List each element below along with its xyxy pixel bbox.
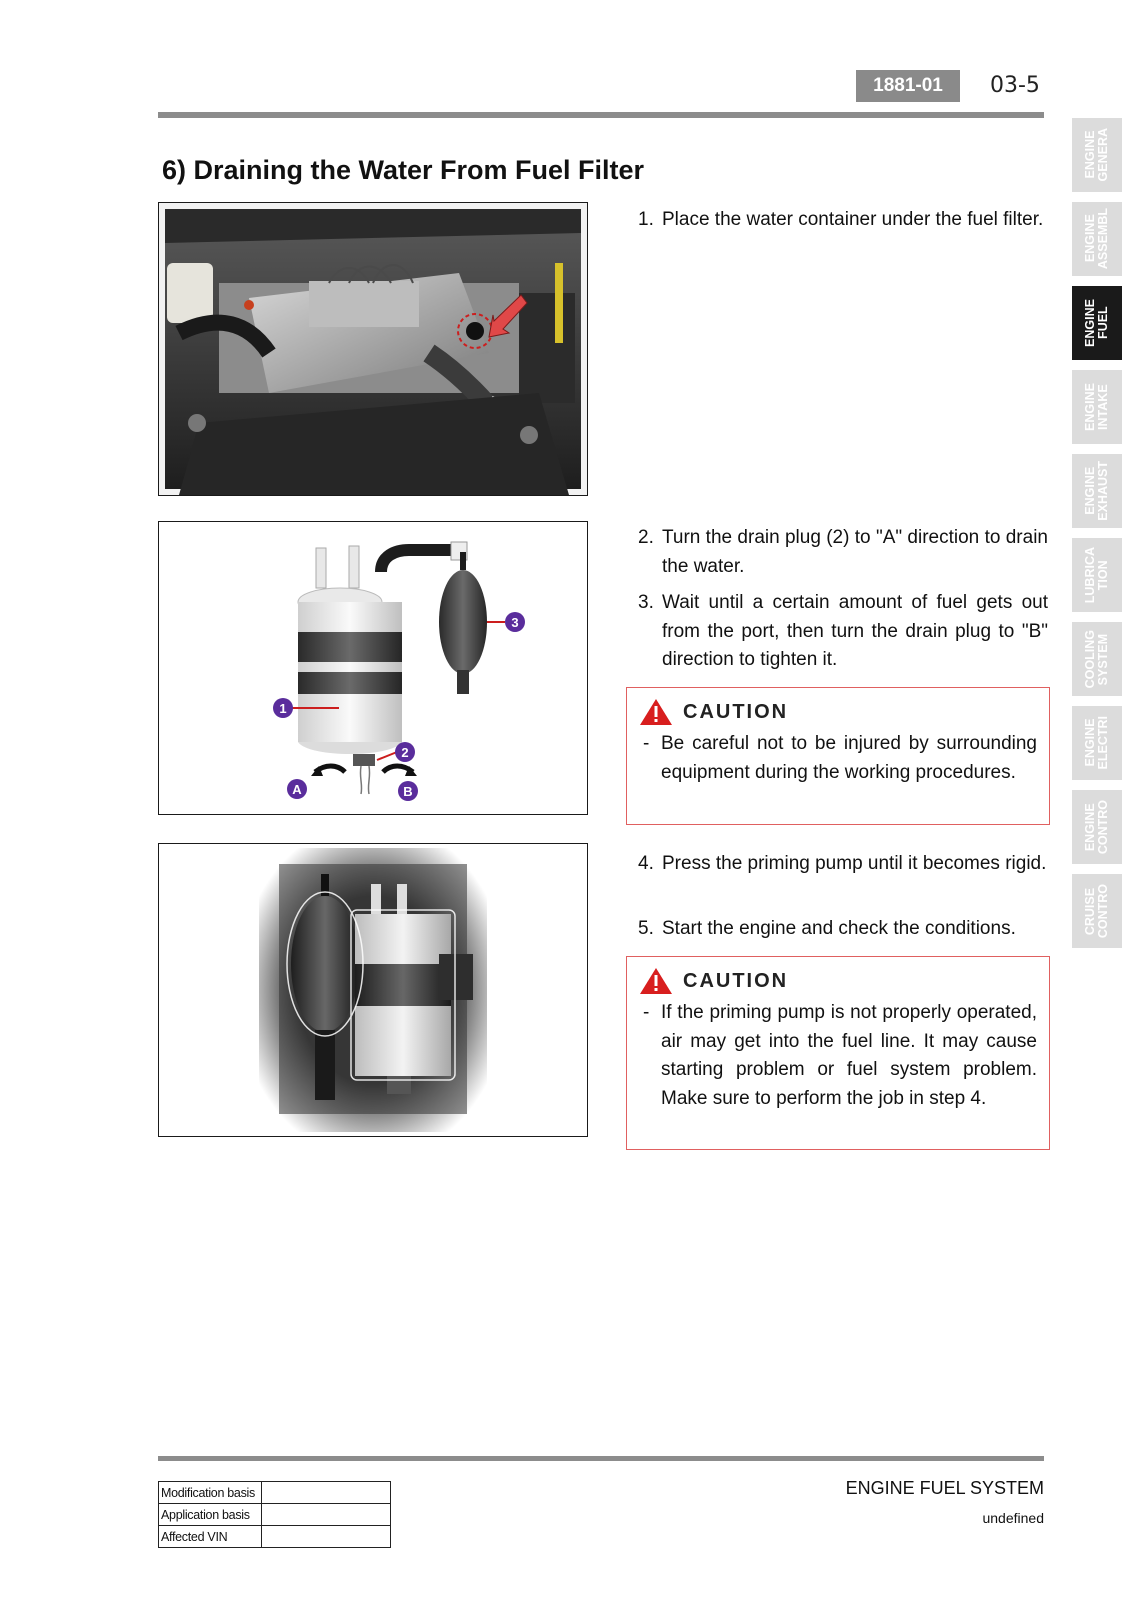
- header-rule: [158, 112, 1044, 118]
- tab-engine-intake[interactable]: ENGINE INTAKE: [1072, 370, 1122, 444]
- callout-b: B: [403, 784, 413, 799]
- caution-text: Be careful not to be injured by surrounding equipment during the working procedures.: [661, 733, 1037, 783]
- document-code-badge: 1881-01: [856, 70, 960, 102]
- tab-engine-general[interactable]: ENGINE GENERA: [1072, 118, 1122, 192]
- caution-box-2: CAUTION - If the priming pump is not properly operated, air may get into the fuel line. It may cause starting problem or fuel system problem. Make sure to perform the job in step 4.: [626, 956, 1050, 1150]
- caution-title: CAUTION: [683, 969, 789, 992]
- tab-engine-control[interactable]: ENGINE CONTRO: [1072, 790, 1122, 864]
- tab-engine-fuel[interactable]: ENGINE FUEL: [1072, 286, 1122, 360]
- table-row: Application basis: [159, 1504, 391, 1526]
- table-row: Affected VIN: [159, 1526, 391, 1548]
- tab-lubrication[interactable]: LUBRICA TION: [1072, 538, 1122, 612]
- footer-title: ENGINE FUEL SYSTEM: [845, 1478, 1044, 1498]
- caution-box-1: CAUTION - Be careful not to be injured by surrounding equipment during the working procedures.: [626, 687, 1050, 825]
- priming-pump-photo: [158, 843, 588, 1137]
- tab-cooling-system[interactable]: COOLING SYSTEM: [1072, 622, 1122, 696]
- caution-text: If the priming pump is not properly operated, air may get into the fuel line. It may cause starting problem or fuel system problem. Make sure to perform the job in step 4.: [661, 1002, 1037, 1109]
- engine-bay-photo: [158, 202, 588, 496]
- priming-pump-illustration: [159, 844, 587, 1136]
- tab-engine-assembly[interactable]: ENGINE ASSEMBL: [1072, 202, 1122, 276]
- section-title: 6) Draining the Water From Fuel Filter: [162, 155, 645, 185]
- tab-engine-electrical[interactable]: ENGINE ELECTRI: [1072, 706, 1122, 780]
- page-number: 03-5: [990, 73, 1040, 98]
- footer-subtitle: undefined: [982, 1510, 1044, 1526]
- fuel-filter-illustration: [159, 522, 587, 814]
- tab-engine-exhaust[interactable]: ENGINE EXHAUST: [1072, 454, 1122, 528]
- callout-a: A: [292, 782, 302, 797]
- fuel-filter-diagram: [158, 521, 588, 815]
- step-5: 5. Start the engine and check the conditions.: [638, 918, 1016, 939]
- step-1: 1. Place the water container under the fuel filter.: [638, 209, 1044, 230]
- callout-3: 3: [511, 615, 519, 630]
- step-4: 4. Press the priming pump until it becomes rigid.: [638, 853, 1047, 874]
- callout-2: 2: [401, 745, 409, 760]
- step-2: 2. Turn the drain plug (2) to "A" direction to drain the water.: [638, 527, 1048, 577]
- engine-bay-illustration: [159, 203, 587, 495]
- revision-table: [158, 1481, 391, 1548]
- tab-cruise-control[interactable]: CRUISE CONTRO: [1072, 874, 1122, 948]
- caution-title: CAUTION: [683, 700, 789, 723]
- warning-triangle-icon: [639, 967, 673, 995]
- warning-triangle-icon: [639, 698, 673, 726]
- footer-rule: [158, 1456, 1044, 1461]
- callout-1: 1: [279, 701, 287, 716]
- table-row: Modification basis: [159, 1482, 391, 1504]
- step-3: 3. Wait until a certain amount of fuel gets out from the port, then turn the drain plug to "B" direction to tighten it.: [638, 592, 1048, 670]
